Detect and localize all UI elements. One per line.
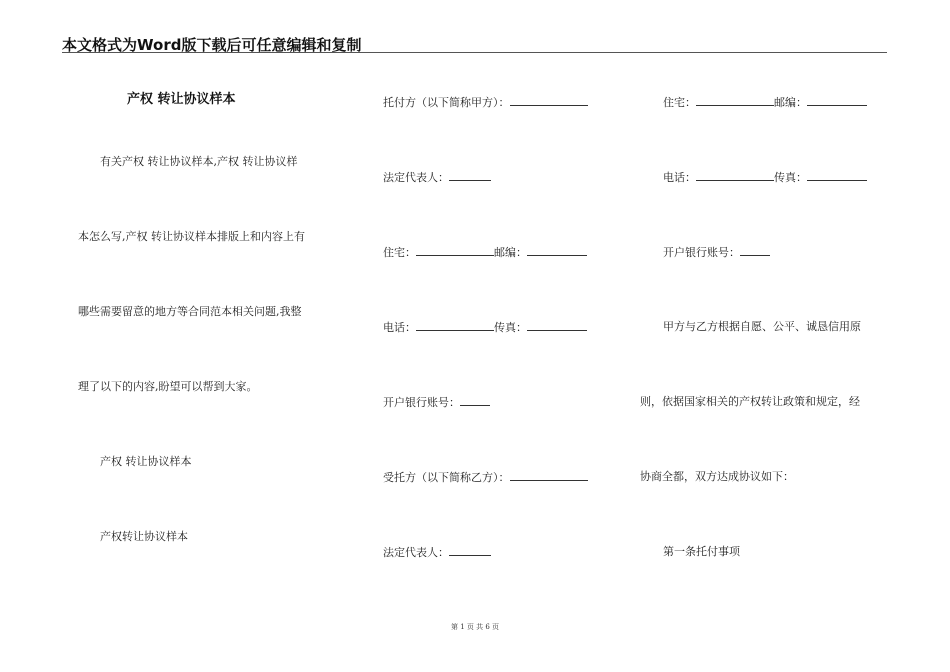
address-a-line [383,245,587,260]
fax-b-blank [807,170,867,181]
bank-a-blank [460,395,490,406]
bank-b-blank [740,245,770,256]
para-line-3: 协商全都，双方达成协议如下： [640,470,794,483]
legal-rep-a-label: 法定代表人： [383,171,449,184]
phone-b-label: 电话： [663,171,696,184]
fax-a-label: 传真： [494,321,527,334]
subtitle-2: 产权转让协议样本 [100,530,188,543]
document-title: 产权 转让协议样本 [127,92,236,107]
phone-b-blank [696,170,774,181]
fax-b-label: 传真： [774,171,807,184]
bank-b-line [663,245,770,260]
para-line-1: 甲方与乙方根据自愿、公平、诚恳信用原 [663,320,861,333]
phone-a-label: 电话： [383,321,416,334]
party-b-line [383,470,588,485]
fax-a-blank [527,320,587,331]
party-a-label: 托付方（以下简称甲方）： [383,96,510,109]
bank-b-label: 开户银行账号： [663,246,740,259]
address-a-blank [416,245,494,256]
address-b-label: 住宅： [663,96,696,109]
intro-line-4: 理了以下的内容,盼望可以帮到大家。 [78,380,258,393]
para-line-2: 则，依据国家相关的产权转让政策和规定，经 [640,395,860,408]
phone-a-line [383,320,587,335]
intro-line-2: 本怎么写,产权 转让协议样本排版上和内容上有 [78,230,305,243]
legal-rep-a-blank [449,170,491,181]
address-b-blank [696,95,774,106]
phone-a-blank [416,320,494,331]
legal-rep-b-label: 法定代表人： [383,546,449,559]
postcode-b-blank [807,95,867,106]
article-1-heading: 第一条托付事项 [663,545,740,558]
legal-rep-b-blank [449,545,491,556]
page-footer: 第 1 页 共 6 页 [450,623,500,631]
party-b-blank [510,470,588,481]
page-header: 本文格式为Word版下载后可任意编辑和复制 [62,36,362,54]
bank-a-line [383,395,490,410]
address-a-label: 住宅： [383,246,416,259]
subtitle-1: 产权 转让协议样本 [100,455,192,468]
intro-line-1: 有关产权 转让协议样本,产权 转让协议样 [100,155,298,168]
bank-a-label: 开户银行账号： [383,396,460,409]
intro-line-3: 哪些需要留意的地方等合同范本相关问题,我整 [78,305,302,318]
party-a-line [383,95,588,110]
header-divider [62,52,887,53]
legal-rep-a-line [383,170,491,185]
postcode-b-label: 邮编： [774,96,807,109]
address-b-line [663,95,867,110]
postcode-a-blank [527,245,587,256]
postcode-a-label: 邮编： [494,246,527,259]
party-b-label: 受托方（以下简称乙方）： [383,471,510,484]
phone-b-line [663,170,867,185]
legal-rep-b-line [383,545,491,560]
party-a-blank [510,95,588,106]
